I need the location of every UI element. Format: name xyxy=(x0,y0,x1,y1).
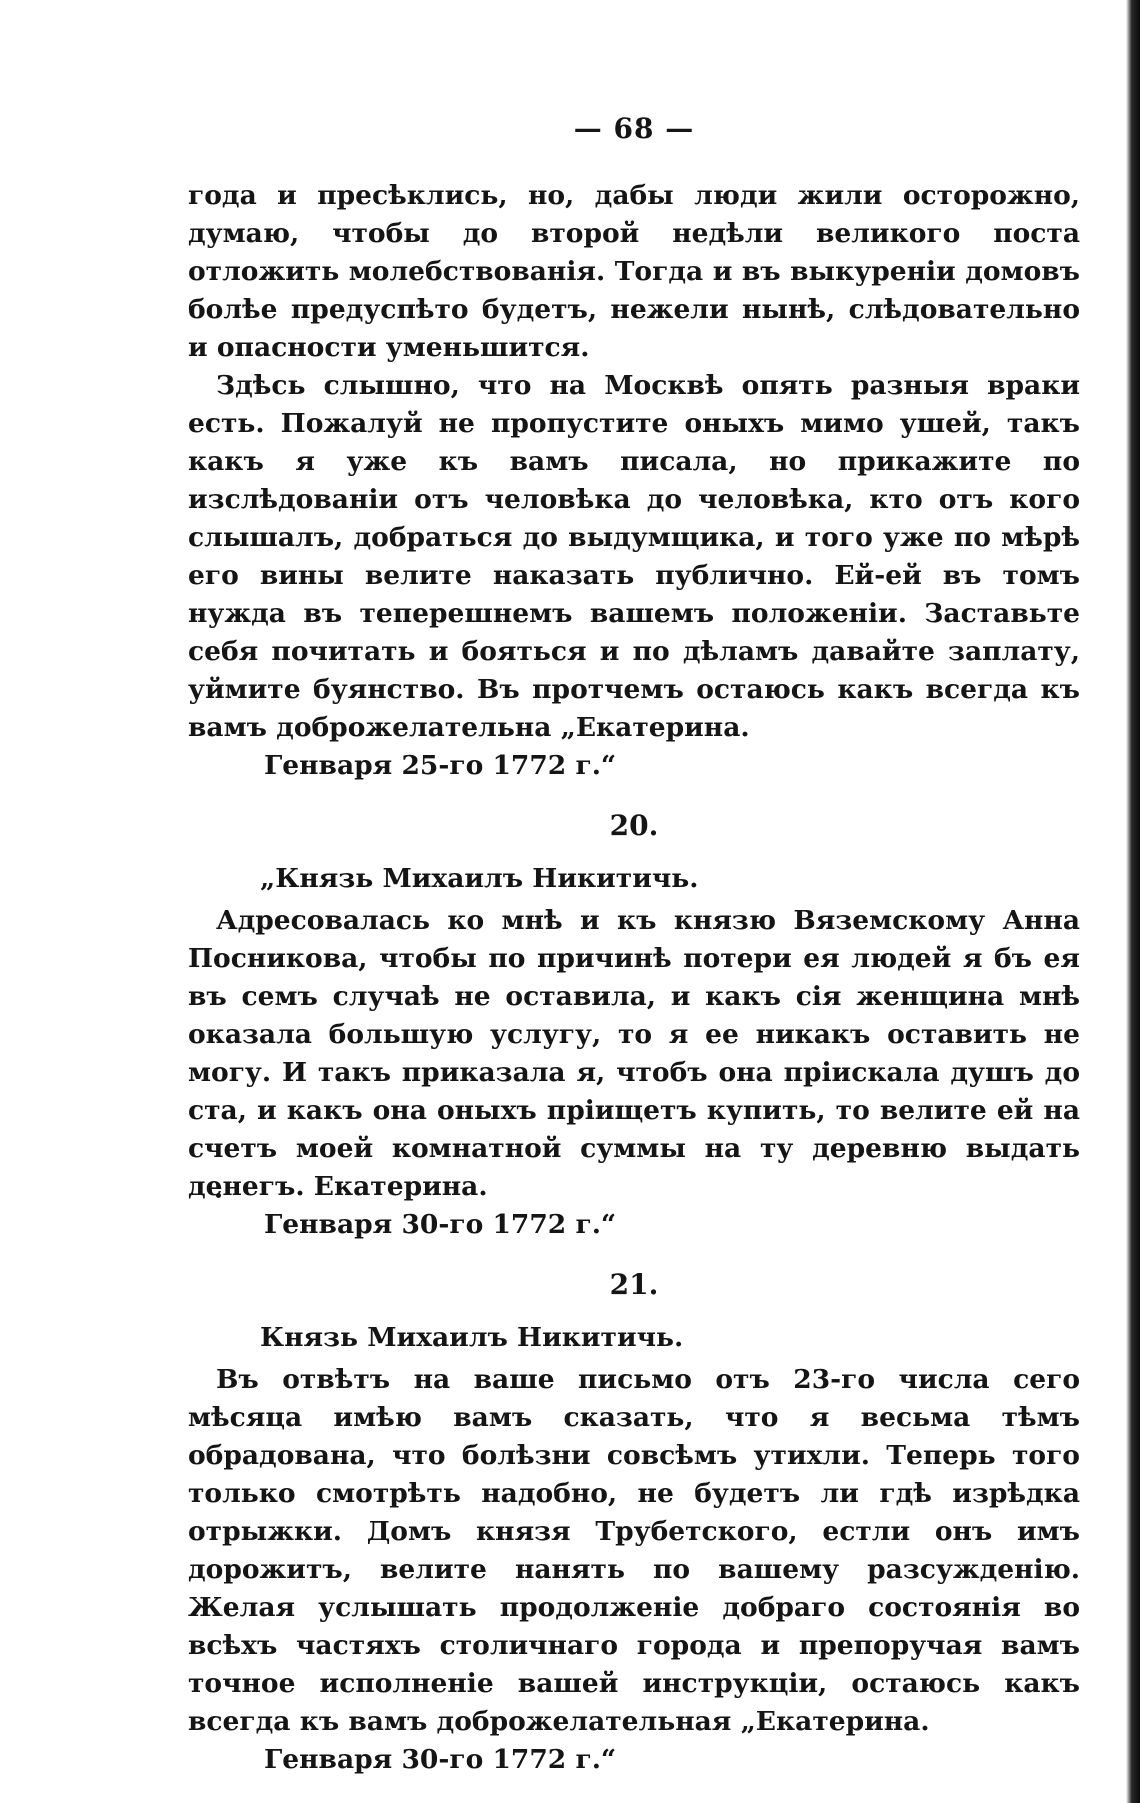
letter-body: Адресовалась ко мнѣ и къ князю Вяземскому Анна Посникова, чтобы по причинѣ потери ея людей я бъ ея въ семъ случаѣ не оставила, и какъ сія женщина мнѣ оказала большую услугу, то я ее никакъ оставить не могу. И такъ приказала я, чтобъ она пріискала душъ до ста, и какъ она оныхъ пріищетъ купить, то велите ей на счетъ моей комнатной суммы на ту деревню выдать денегъ. Екатерина. xyxy=(188,905,1080,1202)
paragraph: Здѣсь слышно, что на Москвѣ опять разныя враки есть. Пожалуй не пропустите оныхъ мимо ушей, такъ какъ я уже къ вамъ писала, но прикажите по изслѣдованіи отъ человѣка до человѣка, кто отъ кого слышалъ, добраться до выдумщика, и того уже по мѣрѣ его вины велите наказать публично. Ей-ей въ томъ нужда въ теперешнемъ вашемъ положеніи. Заставьте себя почитать и бояться и по дѣламъ давайте заплату, уймите буянство. Въ протчемъ остаюсь какъ всегда къ вамъ доброжелательна „Екатерина. xyxy=(188,370,1080,743)
letter-21 xyxy=(188,1268,1080,1779)
letter-date: Генваря 30-го 1772 г.“ xyxy=(264,1209,617,1240)
letter-20 xyxy=(188,809,1080,1244)
letter-salutation: „Князь Михаилъ Никитичь. xyxy=(260,863,699,894)
letter-number: 21. xyxy=(609,1268,659,1301)
continued-letter xyxy=(188,177,1080,785)
letter-body: Въ отвѣтъ на ваше письмо отъ 23-го числа сего мѣсяца имѣю вамъ сказать, что я весьма тѣмъ обрадована, что болѣзни совсѣмъ утихли. Теперь того только смотрѣть надобно, не будетъ ли гдѣ изрѣдка отрыжки. Домъ князя Трубетского, естли онъ имъ дорожитъ, велите нанять по вашему разсужденію. Желая услышать продолженіе добраго состоянія во всѣхъ частяхъ столичнаго города и препоручая вамъ точное исполненіе вашей инструкціи, остаюсь какъ всегда къ вамъ доброжелательная „Екатерина. xyxy=(188,1364,1080,1737)
page-number: — 68 — xyxy=(573,112,695,145)
book-page xyxy=(188,112,1080,1803)
letter-date: Генваря 25-го 1772 г.“ xyxy=(264,750,617,781)
paragraph: года и пресѣклись, но, дабы люди жили осторожно, думаю, чтобы до второй недѣли великого поста отложить молебствованія. Тогда и въ выкуреніи домовъ болѣе предуспѣто будетъ, нежели нынѣ, слѣдовательно и опасности уменьшится. xyxy=(188,180,1080,363)
letter-number: 20. xyxy=(609,809,659,842)
letter-salutation: Князь Михаилъ Никитичь. xyxy=(260,1322,684,1353)
page-edge-shadow xyxy=(1126,0,1140,1803)
letter-date: Генваря 30-го 1772 г.“ xyxy=(264,1744,617,1775)
